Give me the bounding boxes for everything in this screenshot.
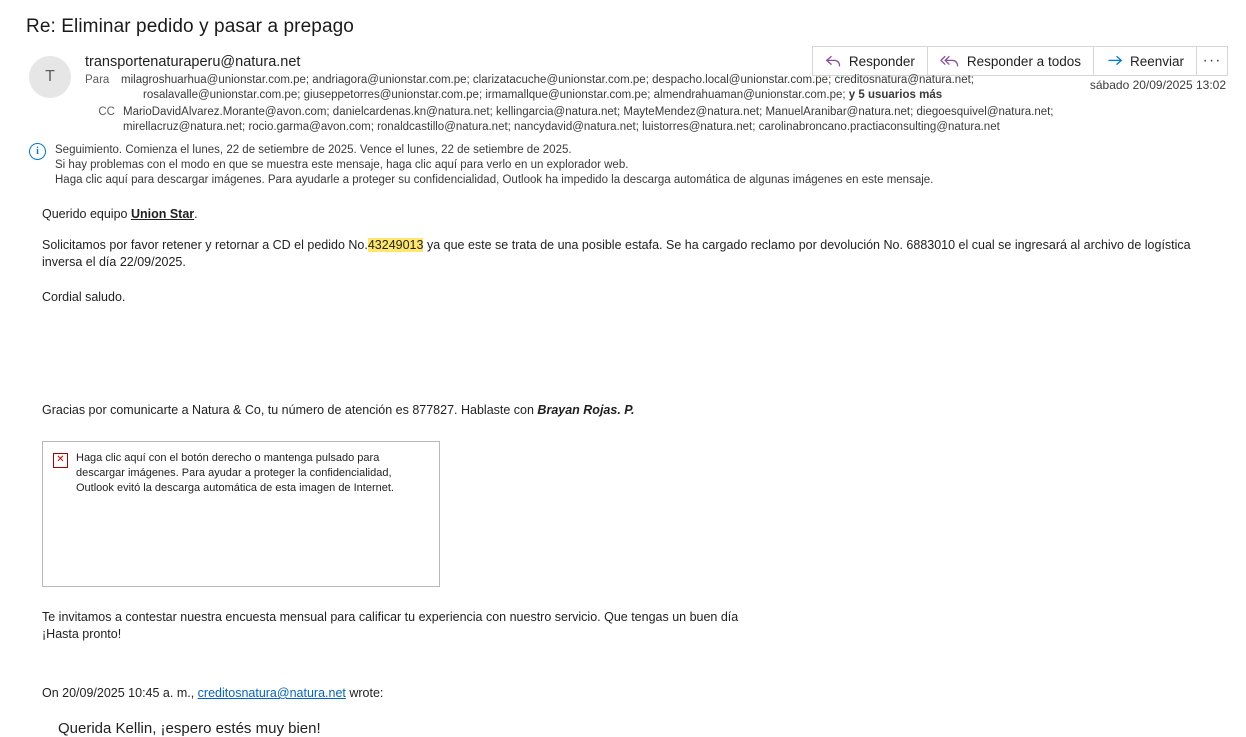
reply-all-button-label: Responder a todos bbox=[966, 53, 1081, 69]
to-recipients-more[interactable]: y 5 usuarios más bbox=[848, 89, 943, 101]
message-body bbox=[20, 188, 1226, 737]
survey-line-2: ¡Hasta pronto! bbox=[42, 627, 122, 641]
quoted-sender-link[interactable]: creditosnatura@natura.net bbox=[197, 686, 346, 700]
reply-button-label: Responder bbox=[848, 53, 915, 69]
message-date: sábado 20/09/2025 13:02 bbox=[1089, 78, 1226, 92]
blocked-image-placeholder[interactable] bbox=[42, 441, 440, 587]
followup-info-lines bbox=[55, 143, 933, 188]
thanks-prefix: Gracias por comunicarte a Natura & Co, tu número de atención es 877827. Hablaste con bbox=[42, 403, 538, 417]
request-suffix: ya que este se trata de una posible estafa. Se ha cargado reclamo por devolución No. 6883010 el cual se ingresará al archivo de logística inversa el día 22/09/2025. bbox=[42, 238, 1191, 269]
survey-paragraph bbox=[42, 609, 1226, 643]
recipients-to-row bbox=[85, 73, 1226, 103]
followup-text: Seguimiento. Comienza el lunes, 22 de setiembre de 2025. Vence el lunes, 22 de setiembre de 2025. bbox=[55, 144, 572, 156]
sender-address[interactable]: transportenaturaperu@natura.net bbox=[85, 54, 301, 70]
recipients-cc-row bbox=[85, 105, 1226, 135]
broken-image-icon: ✕ bbox=[53, 453, 68, 468]
agent-name: Brayan Rojas. P. bbox=[537, 403, 635, 417]
message-header-body bbox=[85, 52, 1226, 135]
cc-recipients-line1: MarioDavidAlvarez.Morante@avon.com; danielcardenas.kn@natura.net; kellingarcia@natura.net; MayteMendez@natura.net; ManuelAranibar@natura.net; diegoesquivel@natura.net; bbox=[123, 106, 1054, 118]
greeting-prefix: Querido equipo bbox=[42, 207, 131, 221]
greeting-suffix: . bbox=[194, 207, 198, 221]
cc-label: CC bbox=[98, 106, 115, 118]
request-paragraph bbox=[42, 237, 1226, 271]
quoted-message-text: Querida Kellin, ¡espero estés muy bien! bbox=[58, 720, 321, 737]
more-actions-button[interactable]: ··· bbox=[1196, 46, 1228, 76]
quote-suffix: wrote: bbox=[345, 686, 384, 700]
survey-line-1: Te invitamos a contestar nuestra encuesta mensual para calificar tu experiencia con nuestro servicio. Que tengas un buen día bbox=[42, 610, 739, 624]
images-blocked-notice[interactable]: Haga clic aquí para descargar imágenes. Para ayudarle a proteger su confidencialidad, Outlook ha impedido la descarga automática de algunas imágenes en este mensaje. bbox=[55, 174, 934, 186]
to-label: Para bbox=[85, 74, 110, 86]
request-prefix: Solicitamos por favor retener y retornar a CD el pedido No. bbox=[42, 238, 368, 252]
avatar: T bbox=[29, 56, 71, 98]
blocked-image-text: Haga clic aquí con el botón derecho o mantenga pulsado para descargar imágenes. Para ayudar a proteger la confidencialidad, Outlook evitó la descarga automática de esta imagen de Internet. bbox=[76, 452, 394, 494]
cc-recipients-line2: mirellacruz@natura.net; rocio.garma@avon.com; ronaldcastillo@natura.net; nancydavid@natura.net; luistorres@natura.net; carolinabroncano.practiaconsulting@natura.net bbox=[123, 121, 1000, 133]
to-recipients-line2: rosalavalle@unionstar.com.pe; giuseppetorres@unionstar.com.pe; irmamallque@unionstar.com.pe; almendrahuaman@unionstar.com.pe; bbox=[143, 89, 846, 101]
followup-info-bar bbox=[20, 135, 1226, 188]
forward-button-label: Reenviar bbox=[1129, 53, 1184, 69]
order-number: 43249013 bbox=[367, 238, 424, 252]
quoted-message-header bbox=[42, 683, 1226, 702]
company-name: Union Star bbox=[130, 207, 195, 221]
cc-recipients[interactable] bbox=[123, 105, 1226, 135]
thanks-paragraph bbox=[42, 402, 1226, 419]
closing-paragraph: Cordial saludo. bbox=[42, 290, 126, 304]
to-recipients[interactable] bbox=[121, 73, 1226, 103]
message-header bbox=[20, 44, 1226, 135]
quote-prefix: On 20/09/2025 10:45 a. m., bbox=[42, 686, 198, 700]
webview-notice[interactable]: Si hay problemas con el modo en que se muestra este mensaje, haga clic aquí para verlo en un explorador web. bbox=[55, 159, 629, 171]
info-icon: i bbox=[29, 143, 46, 160]
greeting-paragraph bbox=[42, 206, 1226, 223]
to-recipients-line1: milagroshuarhua@unionstar.com.pe; andriagora@unionstar.com.pe; clarizatacuche@unionstar.com.pe; despacho.local@unionstar.com.pe; creditosnatura@natura.net; bbox=[121, 74, 974, 86]
email-subject: Re: Eliminar pedido y pasar a prepago bbox=[26, 16, 354, 37]
